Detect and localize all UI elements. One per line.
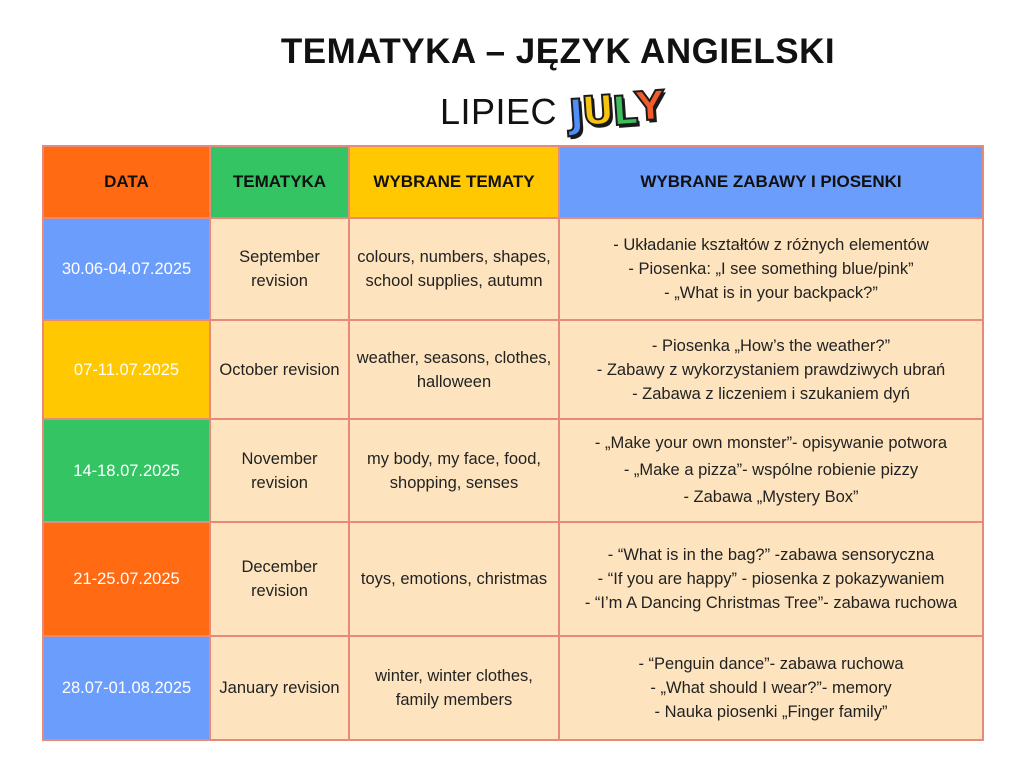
date-cell: 14-18.07.2025	[43, 419, 210, 522]
topic-cell: December revision	[210, 522, 349, 636]
activity-item: - Zabawa z liczeniem i szukaniem dyń	[632, 384, 910, 403]
activity-item: - „Make a pizza”- wspólne robienie pizzy	[623, 461, 919, 479]
activity-item: - „Make your own monster”- opisywanie potwora	[594, 434, 948, 452]
column-header-tematyka: TEMATYKA	[210, 146, 349, 218]
themes-cell: weather, seasons, clothes, halloween	[349, 320, 559, 419]
themes-cell: colours, numbers, shapes, school supplies, autumn	[349, 218, 559, 320]
topic-cell: January revision	[210, 636, 349, 740]
table-row	[43, 522, 983, 636]
table-row	[43, 320, 983, 419]
activity-item: - „What should I wear?”- memory	[650, 679, 892, 697]
page-title: TEMATYKA – JĘZYK ANGIELSKI	[280, 32, 836, 71]
column-header-wybrane-tematy: WYBRANE TEMATY	[349, 146, 559, 218]
subtitle-row	[440, 82, 667, 139]
july-logo-letter: L	[610, 87, 640, 136]
themes-cell: toys, emotions, christmas	[349, 522, 559, 636]
activities-cell	[559, 636, 983, 740]
date-cell: 30.06-04.07.2025	[43, 218, 210, 320]
topic-cell: November revision	[210, 419, 349, 522]
activities-cell	[559, 522, 983, 636]
date-cell: 21-25.07.2025	[43, 522, 210, 636]
activities-cell	[559, 419, 983, 522]
activity-item: - Zabawa „Mystery Box”	[683, 488, 859, 506]
activity-item: - “If you are happy” - piosenka z pokazywaniem	[597, 570, 945, 588]
month-subtitle: LIPIEC	[440, 91, 558, 132]
activity-item: - Zabawy z wykorzystaniem prawdziwych ubrań	[596, 360, 946, 379]
column-header-data: DATA	[43, 146, 210, 218]
activity-item: - Układanie kształtów z różnych elementów	[613, 236, 929, 254]
activity-item: - Piosenka „How’s the weather?”	[651, 336, 891, 355]
column-header-zabawy: WYBRANE ZABAWY I PIOSENKI	[559, 146, 983, 218]
schedule-table	[42, 145, 984, 741]
july-logo-letter: J	[567, 91, 586, 139]
july-logo-letter: U	[580, 87, 616, 136]
table-row	[43, 636, 983, 740]
topic-cell: October revision	[210, 320, 349, 419]
table-header-row	[43, 146, 983, 218]
date-cell: 07-11.07.2025	[43, 320, 210, 419]
themes-cell: winter, winter clothes, family members	[349, 636, 559, 740]
themes-cell: my body, my face, food, shopping, senses	[349, 419, 559, 522]
activity-item: - „What is in your backpack?”	[664, 284, 878, 302]
date-cell: 28.07-01.08.2025	[43, 636, 210, 740]
table-row	[43, 218, 983, 320]
topic-cell: September revision	[210, 218, 349, 320]
activity-item: - “I’m A Dancing Christmas Tree”- zabawa ruchowa	[584, 594, 958, 612]
activity-item: - “What is in the bag?” -zabawa sensoryczna	[607, 546, 935, 564]
activities-cell	[559, 320, 983, 419]
activity-item: - Piosenka: „I see something blue/pink”	[628, 260, 914, 278]
activities-cell	[559, 218, 983, 320]
activity-item: - “Penguin dance”- zabawa ruchowa	[638, 655, 904, 673]
july-logo-letter: Y	[634, 82, 667, 131]
table-row	[43, 419, 983, 522]
july-logo	[567, 82, 667, 139]
activity-item: - Nauka piosenki „Finger family”	[654, 703, 888, 721]
